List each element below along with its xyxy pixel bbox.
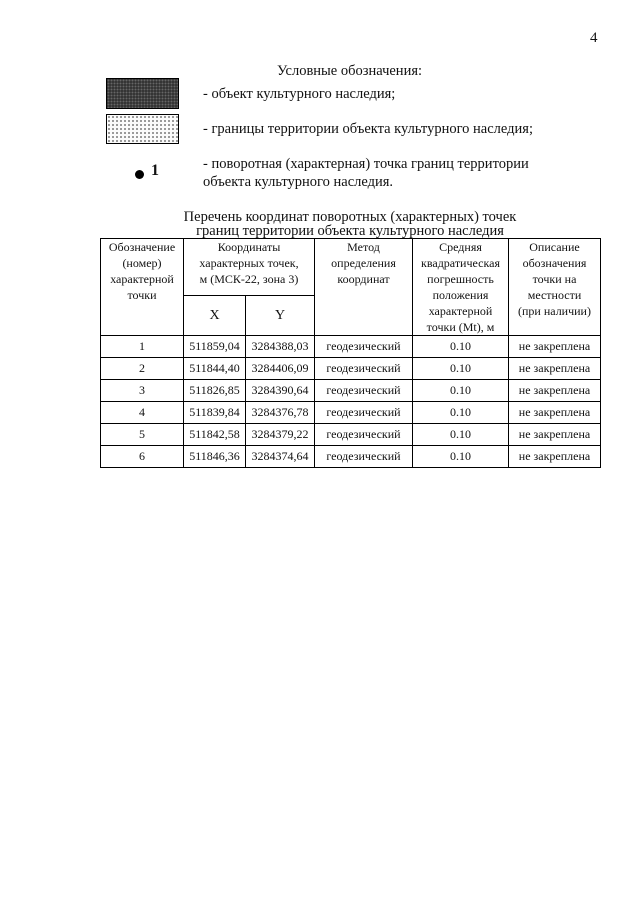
header-method: Метод определения координат [315,239,413,336]
cell-error: 0.10 [413,446,509,468]
cell-y: 3284374,64 [246,446,315,468]
page-number: 4 [590,30,598,46]
cell-description: не закреплена [509,402,601,424]
point-marker-label: 1 [151,162,159,179]
cell-y: 3284390,64 [246,380,315,402]
table-row [101,380,601,402]
cell-point-number: 1 [101,336,184,358]
header-description: Описание обозначения точки на местности (при наличии) [509,239,601,336]
header-coordinates: Координаты характерных точек, м (МСК-22, зона 3) [184,239,315,296]
cell-description: не закреплена [509,380,601,402]
dotted-swatch-icon [106,114,179,144]
cell-description: не закреплена [509,336,601,358]
legend-item-turning-point-line2: объекта культурного наследия. [203,174,394,190]
table-row [101,402,601,424]
cell-error: 0.10 [413,380,509,402]
cell-method: геодезический [315,446,413,468]
table-row [101,336,601,358]
cell-error: 0.10 [413,424,509,446]
header-y: Y [246,296,315,336]
cell-method: геодезический [315,424,413,446]
cell-point-number: 2 [101,358,184,380]
point-marker-icon [135,170,144,179]
cell-point-number: 4 [101,402,184,424]
cell-description: не закреплена [509,358,601,380]
dark-hatched-swatch-icon [106,78,179,109]
table-caption-line1: Перечень координат поворотных (характерных) точек [183,209,517,225]
cell-x: 511846,36 [184,446,246,468]
cell-method: геодезический [315,402,413,424]
cell-y: 3284388,03 [246,336,315,358]
cell-method: геодезический [315,380,413,402]
table-row [101,424,601,446]
header-designation: Обозначение (номер) характерной точки [101,239,184,336]
cell-y: 3284406,09 [246,358,315,380]
header-x: X [184,296,246,336]
legend-title: Условные обозначения: [277,63,423,79]
legend-item-turning-point-line1: - поворотная (характерная) точка границ территории [203,156,529,172]
cell-point-number: 5 [101,424,184,446]
cell-y: 3284379,22 [246,424,315,446]
cell-x: 511826,85 [184,380,246,402]
cell-method: геодезический [315,336,413,358]
cell-description: не закреплена [509,424,601,446]
cell-error: 0.10 [413,402,509,424]
legend-item-heritage-object: - объект культурного наследия; [203,86,396,102]
cell-point-number: 6 [101,446,184,468]
table-row [101,446,601,468]
cell-x: 511839,84 [184,402,246,424]
table-caption-line2: границ территории объекта культурного наследия [196,223,504,239]
cell-x: 511844,40 [184,358,246,380]
cell-error: 0.10 [413,336,509,358]
cell-point-number: 3 [101,380,184,402]
cell-y: 3284376,78 [246,402,315,424]
cell-x: 511842,58 [184,424,246,446]
cell-error: 0.10 [413,358,509,380]
table-row [101,358,601,380]
legend-item-territory-border: - границы территории объекта культурного наследия; [203,121,533,137]
header-error: Средняя квадратическая погрешность положения характерной точки (Mt), м [413,239,509,336]
cell-method: геодезический [315,358,413,380]
cell-description: не закреплена [509,446,601,468]
cell-x: 511859,04 [184,336,246,358]
coordinates-table [100,238,601,468]
